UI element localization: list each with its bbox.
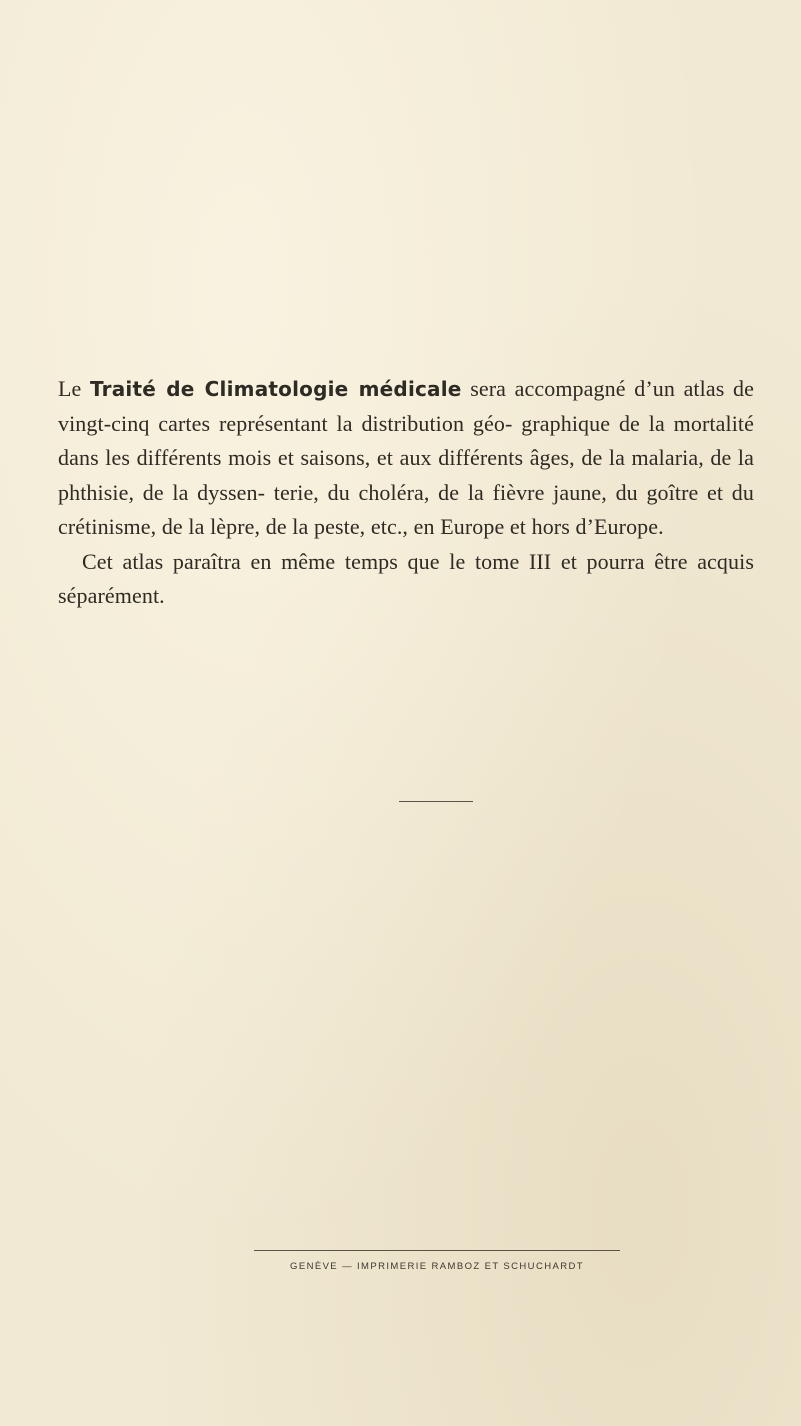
footer-rule xyxy=(254,1250,620,1251)
treatise-title: Traité de Climatologie médicale xyxy=(90,377,462,401)
separator-rule xyxy=(399,801,473,802)
paragraph-lead: Le xyxy=(58,376,91,401)
paragraph-publication-note: Cet atlas paraîtra en même temps que le tome III et pourra être acquis séparément. xyxy=(58,548,754,608)
paragraph-body: sera accompagné d’un atlas de vingt-cinq cartes représentant la distribution géo- graphique de la mortalité dans les différents mois et saisons, et aux différents âges, de la malaria, de la phthisie, de la dyssen- terie, du choléra, de la fièvre jaune, du goître et du crétinisme, de la lèpre, de la peste, etc., en Europe et hors d’Europe. xyxy=(58,376,754,539)
printer-imprint: GENÈVE — IMPRIMERIE RAMBOZ ET SCHUCHARDT xyxy=(290,1261,584,1272)
paragraph-atlas-announcement xyxy=(58,372,754,545)
notice-text xyxy=(58,372,754,614)
